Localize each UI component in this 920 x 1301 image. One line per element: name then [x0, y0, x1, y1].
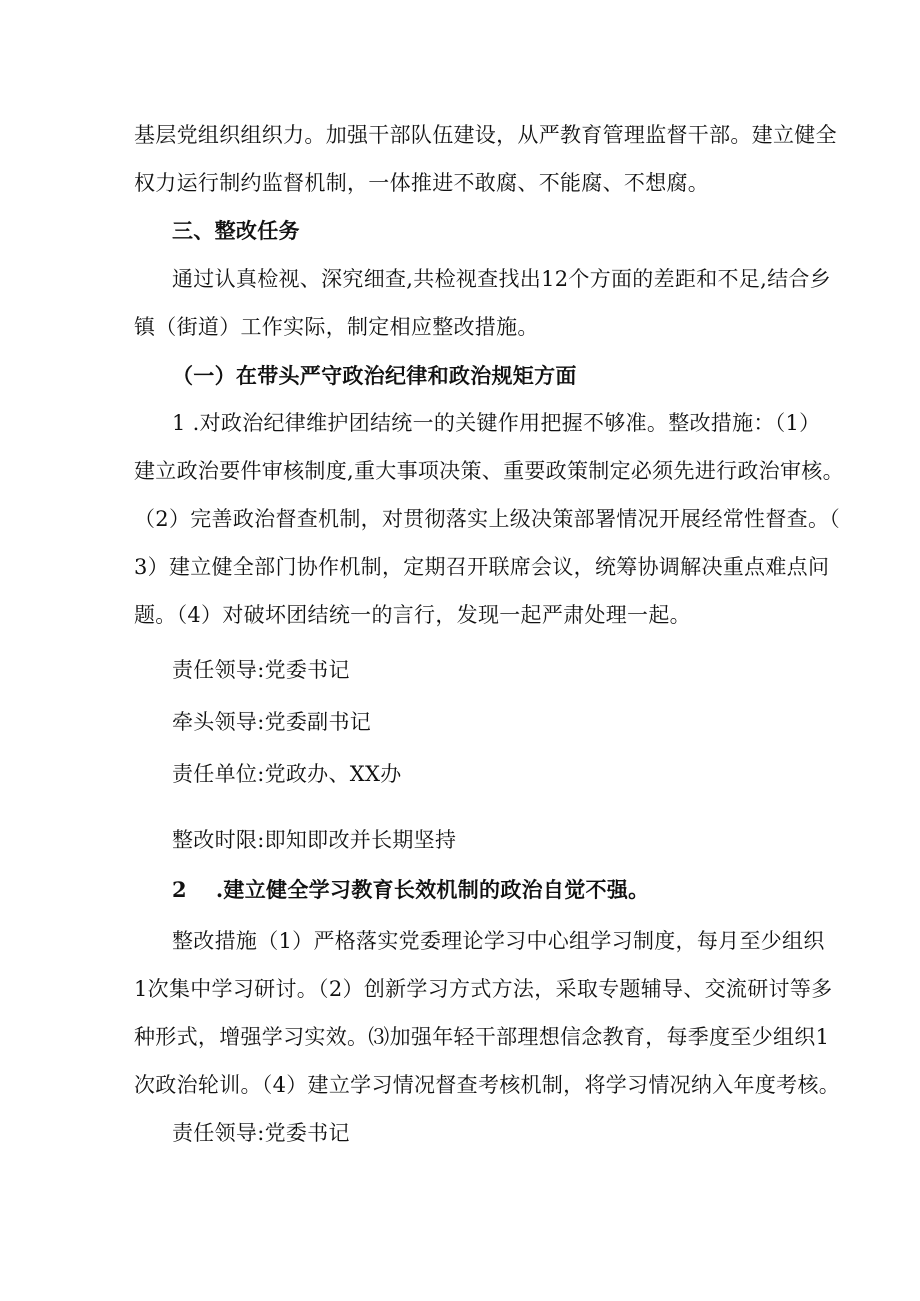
paragraph-line: 基层党组织组织力。加强干部队伍建设，从严教育管理监督干部。建立健全	[134, 123, 837, 147]
section-heading: 三、整改任务	[172, 218, 300, 243]
list-item-line: 整改措施（1）严格落实党委理论学习中心组学习制度，每月至少组织	[172, 929, 825, 953]
list-item-line: 种形式，增强学习实效。⑶加强年轻干部理想信念教育，每季度至少组织1	[134, 1025, 830, 1049]
list-item-line: 题。（4）对破坏团结统一的言行，发现一起严肃处理一起。	[134, 603, 691, 627]
responsible-unit: 责任单位:党政办、XX办	[172, 762, 402, 786]
responsible-leader: 责任领导:党委书记	[172, 658, 350, 682]
list-item-line: （2）完善政治督查机制，对贯彻落实上级决策部署情况开展经常性督查。（	[134, 507, 841, 531]
list-item-line: 1次集中学习研讨。（2）创新学习方式方法，采取专题辅导、交流研讨等多	[134, 977, 833, 1001]
list-item-line: 建立政治要件审核制度,重大事项决策、重要政策制定必须先进行政治审核。	[134, 459, 844, 483]
subsection-heading: （一）在带头严守政治纪律和政治规矩方面	[172, 363, 577, 388]
responsible-leader: 责任领导:党委书记	[172, 1121, 350, 1145]
list-item-line: 1 .对政治纪律维护团结统一的关键作用把握不够准。整改措施：（1）	[172, 411, 821, 435]
list-item-line: 次政治轮训。（4）建立学习情况督查考核机制，将学习情况纳入年度考核。	[134, 1073, 841, 1097]
list-item-line: 3）建立健全部门协作机制，定期召开联席会议，统筹协调解决重点难点问	[134, 555, 830, 579]
lead-leader: 牵头领导:党委副书记	[172, 710, 372, 734]
paragraph-line: 通过认真检视、深究细查,共检视查找出12个方面的差距和不足,结合乡	[172, 267, 831, 291]
item-heading: 2 .建立健全学习教育长效机制的政治自觉不强。	[172, 877, 650, 902]
deadline: 整改时限:即知即改并长期坚持	[172, 828, 457, 852]
paragraph-line: 镇（街道）工作实际，制定相应整改措施。	[134, 315, 539, 339]
paragraph-line: 权力运行制约监督机制，一体推进不敢腐、不能腐、不想腐。	[134, 171, 710, 195]
